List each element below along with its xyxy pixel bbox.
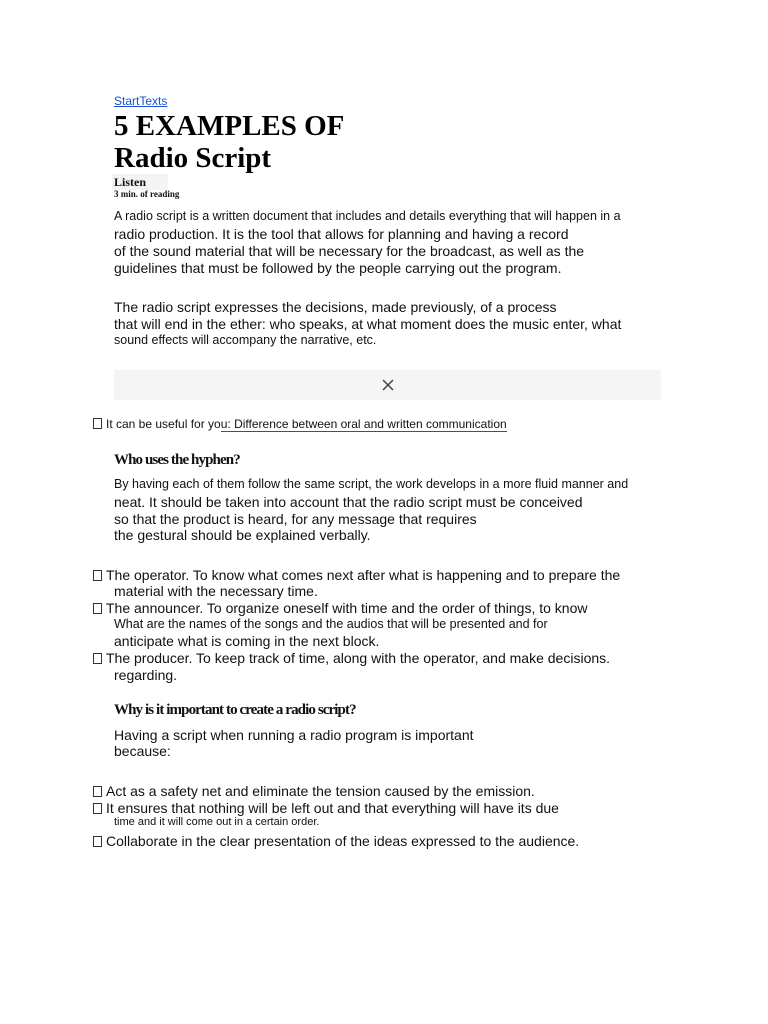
section1-line: so that the product is heard, for any message that requires [114,511,477,527]
bullet-box-glyph [93,418,102,429]
bullet-box-glyph [93,786,102,797]
para2-line: The radio script expresses the decisions, made previously, of a process [114,299,557,315]
section1-heading: Who uses the hyphen? [114,452,240,468]
para2-line: that will end in the ether: who speaks, at what moment does the music enter, what [114,316,622,332]
bullet-box-glyph [93,570,102,581]
bullet-box-glyph [93,803,102,814]
page-title-line2: Radio Script [114,142,272,174]
list-item: The announcer. To organize oneself with time and the order of things, to know [93,600,587,616]
section2-line: Having a script when running a radio program is important [114,727,474,743]
bullet-box-glyph [93,836,102,847]
bullet-box-glyph [93,653,102,664]
list-item: The operator. To know what comes next after what is happening and to prepare the [93,567,620,583]
bullet-box-glyph [93,603,102,614]
list-item-cont: What are the names of the songs and the audios that will be presented and for [114,617,548,631]
intro-line: radio production. It is the tool that allows for planning and having a record [114,226,569,242]
list-item-cont: anticipate what is coming in the next block. [114,633,380,649]
list-item: Collaborate in the clear presentation of the ideas expressed to the audience. [93,833,579,849]
para2-line: sound effects will accompany the narrative, etc. [114,333,377,347]
intro-line: guidelines that must be followed by the people carrying out the program. [114,260,562,276]
list-item: The producer. To keep track of time, along with the operator, and make decisions. [93,650,610,666]
section1-line: the gestural should be explained verbally. [114,527,371,543]
list-item: Act as a safety net and eliminate the tension caused by the emission. [93,783,535,799]
list-item-cont: material with the necessary time. [114,583,318,599]
list-item-cont: time and it will come out in a certain order. [114,816,320,828]
close-icon[interactable] [380,377,396,393]
section2-line: because: [114,743,171,759]
related-link-row [93,417,507,431]
list-item-cont: regarding. [114,667,178,683]
intro-line: of the sound material that will be necessary for the broadcast, as well as the [114,243,585,259]
section1-line: By having each of them follow the same script, the work develops in a more fluid manner and [114,477,629,491]
section2-heading: Why is it important to create a radio script? [114,702,356,718]
related-prefix: It can be useful for yo [106,417,221,431]
page-title-line1: 5 EXAMPLES OF [114,110,345,142]
reading-time: 3 min. of reading [114,189,180,199]
section1-line: neat. It should be taken into account that the radio script must be conceived [114,494,583,510]
intro-line: A radio script is a written document that includes and details everything that will happen in a [114,209,621,223]
starttexts-link[interactable]: StartTexts [114,94,168,108]
listen-button[interactable]: Listen [114,175,147,189]
list-item: It ensures that nothing will be left out and that everything will have its due [93,800,559,816]
related-link[interactable]: u: Difference between oral and written communication [220,417,507,431]
